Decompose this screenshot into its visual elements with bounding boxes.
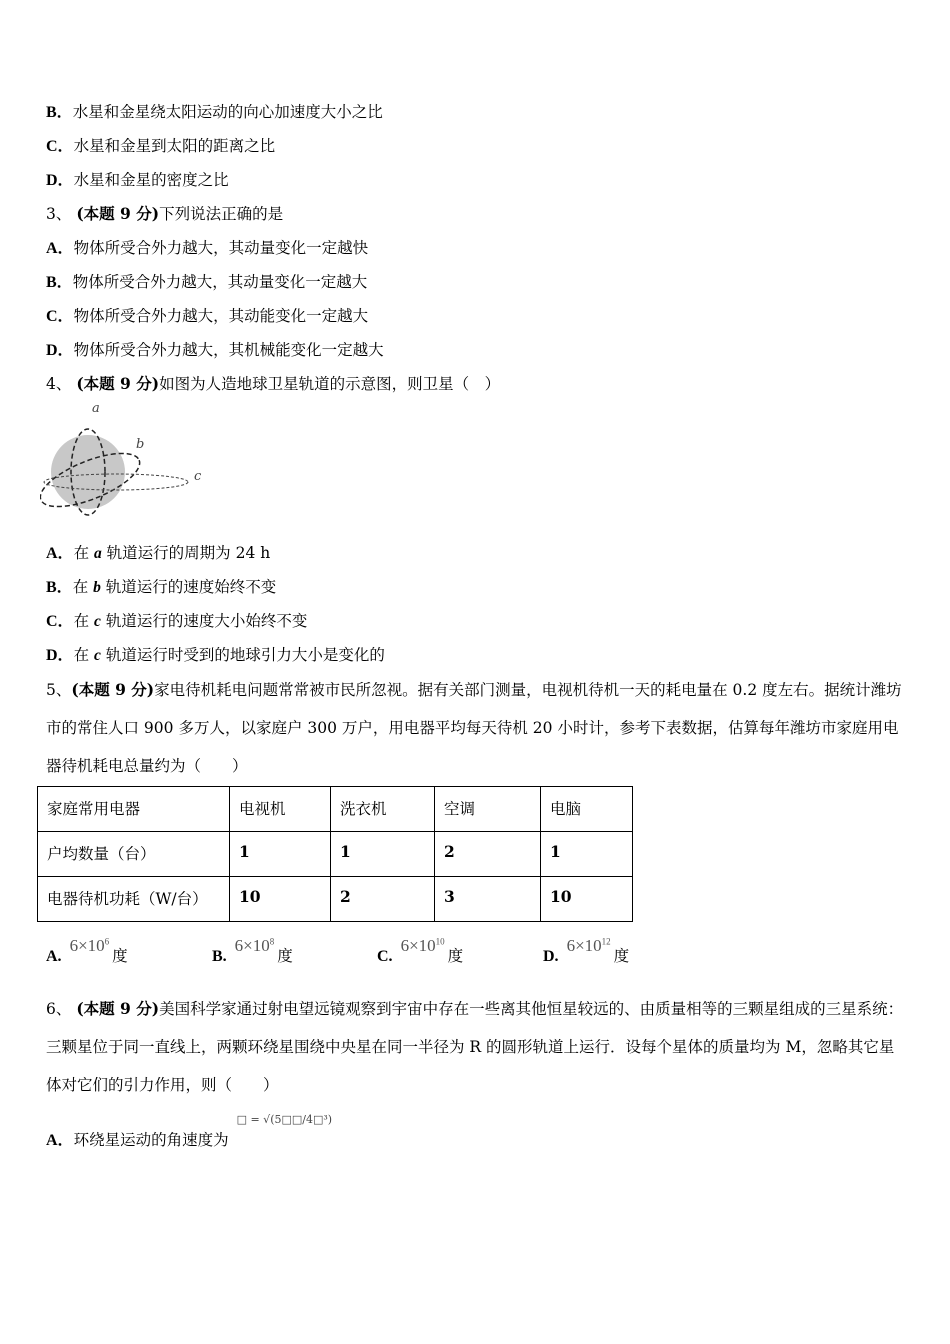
option-text: 物体所受合外力越大，其动能变化一定越大	[73, 307, 369, 325]
table-cell: 洗衣机	[331, 787, 435, 832]
q2-option-c	[46, 136, 275, 157]
sci-value	[401, 936, 445, 955]
orbit-var: c	[94, 647, 101, 664]
question-score: (本题 9 分)	[71, 680, 155, 699]
question-text: 下列说法正确的是	[159, 205, 284, 223]
option-label: D.	[543, 948, 559, 965]
option-label: B.	[212, 948, 227, 965]
q3-stem	[46, 204, 283, 224]
table-cell: 电视机	[230, 787, 331, 832]
unit: 度	[112, 947, 128, 965]
angular-velocity-formula: □ = √(5□□/4□³)	[236, 1113, 333, 1126]
question-number: 4、	[46, 375, 72, 393]
unit: 度	[447, 947, 464, 965]
option-text: 在	[73, 646, 94, 664]
sci-exp: 12	[601, 936, 611, 947]
option-text: 轨道运行的速度始终不变	[100, 578, 277, 596]
option-label: D．	[46, 342, 74, 359]
option-text: 轨道运行的速度大小始终不变	[100, 612, 308, 630]
option-text: 物体所受合外力越大，其动量变化一定越快	[73, 239, 369, 257]
table-cell: 1	[230, 832, 331, 877]
option-text: 在	[72, 578, 94, 596]
unit: 度	[613, 947, 630, 965]
table-row	[38, 832, 633, 877]
option-text: 物体所受合外力越大，其机械能变化一定越大	[73, 341, 384, 359]
table-cell: 1	[541, 832, 633, 877]
option-label: C.	[377, 948, 393, 965]
option-text: 环绕星运动的角速度为	[73, 1131, 229, 1149]
option-label: B．	[46, 579, 73, 596]
sci-value	[567, 936, 611, 955]
sci-exp: 8	[269, 936, 275, 947]
sci-exp: 6	[104, 936, 110, 947]
q5-option-b	[212, 936, 293, 966]
question-score: (本题 9 分)	[76, 204, 160, 223]
option-label: A．	[46, 240, 74, 257]
question-text: 美国科学家通过射电望远镜观察到宇宙中存在一些离其他恒星较远的、由质量相等的三颗星组成的三星系统：三颗星位于同一直线上，两颗环绕星围绕中央星在同一半径为 R 的圆形轨道上运行．设每个星体的质量均为 M，忽略其它星体对它们的引力作用，则（ ）	[46, 1000, 904, 1094]
question-score: (本题 9 分)	[76, 999, 160, 1018]
q4-option-b	[46, 577, 276, 598]
q6-option-a	[46, 1113, 333, 1152]
option-label: A.	[46, 948, 62, 965]
sci-base: 6×10	[566, 936, 602, 955]
table-header-row	[38, 787, 633, 832]
table-cell: 10	[541, 877, 633, 922]
q4-option-d	[46, 645, 385, 666]
table-cell: 2	[435, 832, 541, 877]
orbit-var: a	[94, 545, 102, 562]
table-cell: 户均数量（台）	[38, 832, 230, 877]
option-text: 水星和金星绕太阳运动的向心加速度大小之比	[72, 103, 383, 121]
question-text: 家电待机耗电问题常常被市民所忽视。据有关部门测量，电视机待机一天的耗电量在 0.2 度左右。据统计潍坊市的常住人口 900 多万人，以家庭户 300 万户，用电器平均每天待机 20 小时计，参考下表数据，估算每年潍坊市家庭用电器待机耗电总量约为（ ）	[46, 681, 902, 775]
table-cell: 电器待机功耗（W/台）	[38, 877, 230, 922]
sci-base: 6×10	[234, 936, 270, 955]
table-cell: 3	[435, 877, 541, 922]
table-cell: 空调	[435, 787, 541, 832]
option-label: C．	[46, 613, 74, 630]
table-cell: 家庭常用电器	[38, 787, 230, 832]
sci-base: 6×10	[400, 936, 436, 955]
q4-option-c	[46, 611, 307, 632]
sci-value	[70, 936, 110, 955]
question-score: (本题 9 分)	[76, 374, 160, 393]
option-text: 水星和金星的密度之比	[73, 171, 229, 189]
q4-option-a	[46, 543, 270, 564]
satellite-orbit-figure	[40, 398, 220, 523]
option-text: 在	[73, 612, 94, 630]
option-text: 轨道运行的周期为 24 h	[101, 544, 271, 562]
option-label: D．	[46, 647, 74, 664]
q5-option-d	[543, 936, 630, 966]
option-text: 水星和金星到太阳的距离之比	[73, 137, 276, 155]
option-label: C．	[46, 138, 74, 155]
q5-option-c	[377, 936, 464, 966]
q5-stem	[46, 671, 906, 785]
table-cell: 2	[331, 877, 435, 922]
q2-option-d	[46, 170, 229, 191]
orbit-var: c	[94, 613, 101, 630]
option-label: D．	[46, 172, 74, 189]
sci-value	[235, 936, 275, 955]
orbit-var: b	[93, 579, 101, 596]
option-label: A．	[46, 1132, 74, 1149]
option-label: B．	[46, 274, 73, 291]
q3-option-c	[46, 306, 368, 327]
question-number: 5、	[46, 681, 72, 699]
q6-stem	[46, 990, 906, 1104]
question-text: 如图为人造地球卫星轨道的示意图，则卫星（ ）	[159, 375, 501, 393]
option-text: 轨道运行时受到的地球引力大小是变化的	[100, 646, 385, 664]
q4-stem	[46, 374, 500, 394]
option-label: B．	[46, 104, 73, 121]
unit: 度	[277, 947, 293, 965]
option-text: 在	[73, 544, 94, 562]
option-label: C．	[46, 308, 74, 325]
q2-option-b	[46, 102, 383, 123]
table-cell: 电脑	[541, 787, 633, 832]
sci-exp: 10	[435, 936, 445, 947]
sci-base: 6×10	[69, 936, 105, 955]
table-row	[38, 877, 633, 922]
label-c: c	[194, 469, 202, 484]
option-label: A．	[46, 545, 74, 562]
q3-option-a	[46, 238, 368, 259]
q3-option-d	[46, 340, 384, 361]
table-cell: 1	[331, 832, 435, 877]
q5-option-a	[46, 936, 128, 966]
label-a: a	[92, 401, 100, 416]
question-number: 3、	[46, 205, 72, 223]
q3-option-b	[46, 272, 367, 293]
table-cell: 10	[230, 877, 331, 922]
label-b: b	[136, 437, 145, 452]
option-text: 物体所受合外力越大，其动量变化一定越大	[72, 273, 368, 291]
appliance-table	[37, 786, 633, 922]
question-number: 6、	[46, 1000, 72, 1018]
